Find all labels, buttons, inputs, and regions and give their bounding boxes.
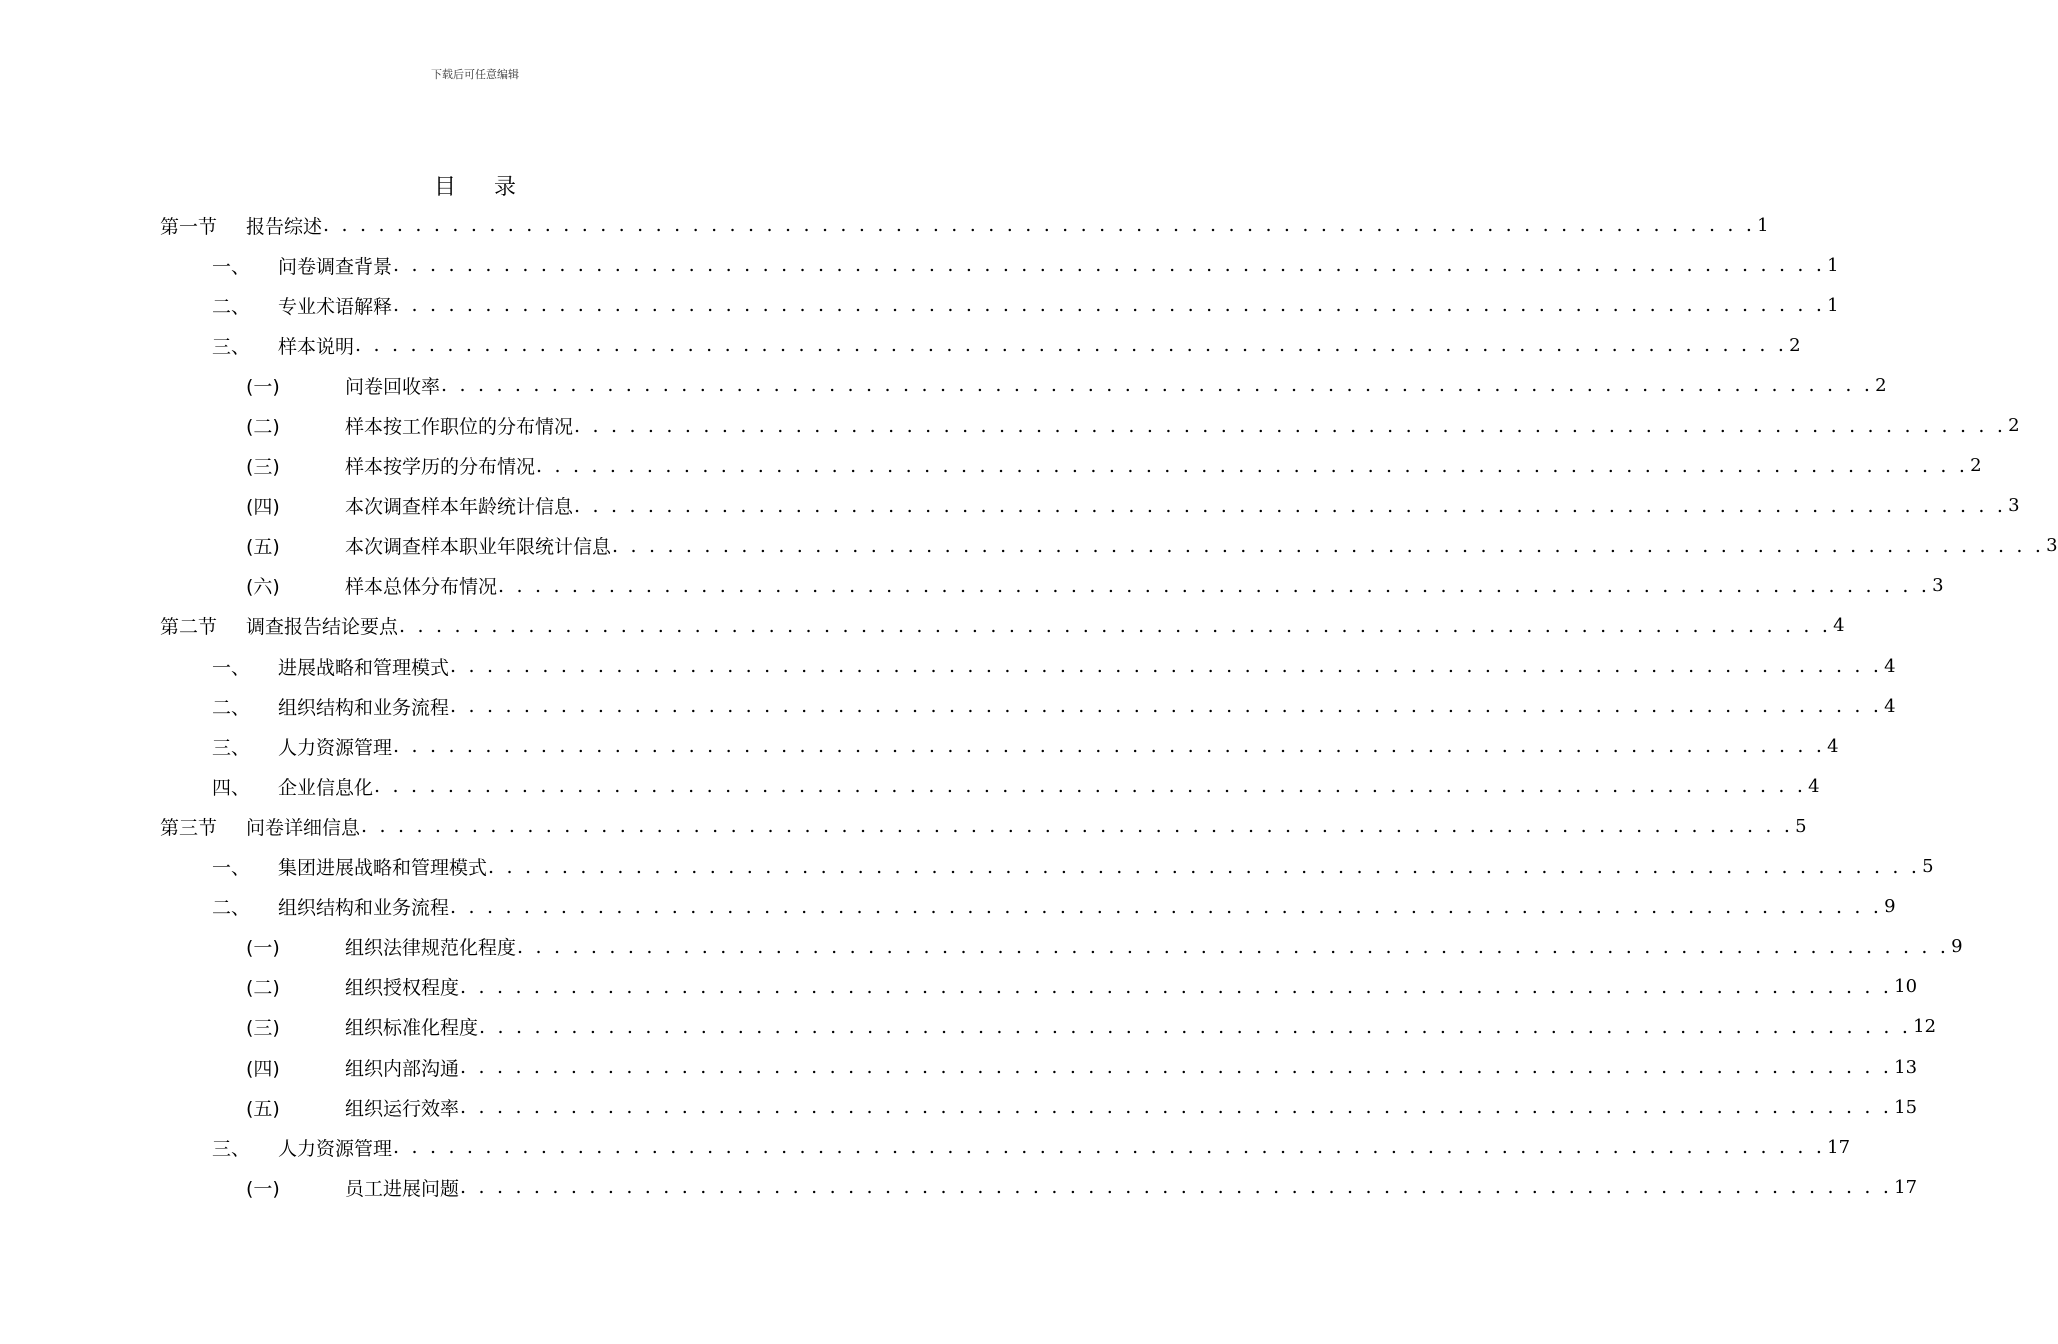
toc-entry-label: 本次调查样本年龄统计信息 [345,496,574,519]
toc-entry-page: 4 [1884,655,1896,677]
toc-entry[interactable] [160,606,1845,646]
toc-entry-label: 组织法律规范化程度 [345,937,517,960]
toc-entry-number: 二、 [212,295,251,318]
toc-entry-page: 4 [1884,695,1896,717]
toc-dot-leader: . . . . . . . . . . . . . . . . . . . . . . . . . . . . . . . . . . . . . . . . . . . . . . . . . . . . . . . . . . . . . . . . . . . . . . . . . . . . . . [323,214,1756,237]
toc-dot-leader: . . . . . . . . . . . . . . . . . . . . . . . . . . . . . . . . . . . . . . . . . . . . . . . . . . . . . . . . . . . . . . . . . . . . . . . . . . . . . . [393,1136,1826,1159]
toc-dot-leader: . . . . . . . . . . . . . . . . . . . . . . . . . . . . . . . . . . . . . . . . . . . . . . . . . . . . . . . . . . . . . . . . . . . . . . . . . . . . . . [498,574,1931,597]
toc-dot-leader: . . . . . . . . . . . . . . . . . . . . . . . . . . . . . . . . . . . . . . . . . . . . . . . . . . . . . . . . . . . . . . . . . . . . . . . . . . . . . . [460,1096,1893,1119]
toc-entry[interactable] [160,927,1963,967]
toc-entry-label: 问卷调查背景 [278,255,393,278]
toc-entry-number: (四) [246,1057,280,1080]
toc-entry[interactable] [160,806,1807,846]
toc-entry-number: (二) [246,977,280,1000]
toc-dot-leader: . . . . . . . . . . . . . . . . . . . . . . . . . . . . . . . . . . . . . . . . . . . . . . . . . . . . . . . . . . . . . . . . . . . . . . . . . . . . . . [450,895,1883,918]
toc-entry-label: 组织结构和业务流程 [278,897,450,920]
toc-entry-label: 企业信息化 [278,776,374,799]
toc-entry-page: 3 [2046,535,2058,557]
toc-dot-leader: . . . . . . . . . . . . . . . . . . . . . . . . . . . . . . . . . . . . . . . . . . . . . . . . . . . . . . . . . . . . . . . . . . . . . . . . . . . . . . [393,294,1826,317]
toc-entry-number: (六) [246,576,280,599]
toc-entry-page: 12 [1913,1016,1937,1038]
toc-dot-leader: . . . . . . . . . . . . . . . . . . . . . . . . . . . . . . . . . . . . . . . . . . . . . . . . . . . . . . . . . . . . . . . . . . . . . . . . . . . . . . [355,334,1788,357]
toc-entry-page: 5 [1795,815,1807,837]
toc-dot-leader: . . . . . . . . . . . . . . . . . . . . . . . . . . . . . . . . . . . . . . . . . . . . . . . . . . . . . . . . . . . . . . . . . . . . . . . . . . . . . . [450,655,1883,678]
toc-entry-page: 2 [2008,415,2020,437]
toc-entry[interactable] [160,566,1944,606]
toc-entry-label: 组织授权程度 [345,977,460,1000]
toc-entry[interactable] [160,686,1896,726]
toc-entry[interactable] [160,646,1896,686]
toc-dot-leader: . . . . . . . . . . . . . . . . . . . . . . . . . . . . . . . . . . . . . . . . . . . . . . . . . . . . . . . . . . . . . . . . . . . . . . . . . . . . . . [441,374,1874,397]
toc-entry-number: 二、 [212,696,251,719]
toc-entry[interactable] [160,1007,1937,1047]
toc-entry-label: 样本按学历的分布情况 [345,456,536,479]
toc-entry-number: 一、 [212,857,251,880]
toc-entry[interactable] [160,1087,1918,1127]
toc-dot-leader: . . . . . . . . . . . . . . . . . . . . . . . . . . . . . . . . . . . . . . . . . . . . . . . . . . . . . . . . . . . . . . . . . . . . . . . . . . . . . . [450,695,1883,718]
toc-entry-label: 样本按工作职位的分布情况 [345,416,574,439]
toc-entry-page: 9 [1884,896,1896,918]
toc-entry-number: 四、 [212,776,251,799]
toc-entry[interactable] [160,285,1839,325]
toc-entry-label: 组织运行效率 [345,1097,460,1120]
toc-dot-leader: . . . . . . . . . . . . . . . . . . . . . . . . . . . . . . . . . . . . . . . . . . . . . . . . . . . . . . . . . . . . . . . . . . . . . . . . . . . . . . [393,735,1826,758]
toc-entry[interactable] [160,967,1918,1007]
toc-entry[interactable] [160,325,1801,365]
toc-entry-label: 专业术语解释 [278,295,393,318]
toc-entry-number: (四) [246,496,280,519]
toc-entry[interactable] [160,847,1934,887]
toc-dot-leader: . . . . . . . . . . . . . . . . . . . . . . . . . . . . . . . . . . . . . . . . . . . . . . . . . . . . . . . . . . . . . . . . . . . . . . . . . . . . . . [361,815,1794,838]
toc-entry-page: 1 [1827,254,1839,276]
toc-entry-number: 三、 [212,1137,251,1160]
toc-entry-page: 3 [1932,575,1944,597]
toc-entry-number: 三、 [212,736,251,759]
toc-entry-label: 问卷详细信息 [246,816,361,839]
toc-entry-page: 4 [1808,775,1820,797]
toc-entry-number: (三) [246,456,280,479]
toc-entry-label: 样本说明 [278,335,355,358]
toc-entry-page: 17 [1827,1136,1851,1158]
toc-dot-leader: . . . . . . . . . . . . . . . . . . . . . . . . . . . . . . . . . . . . . . . . . . . . . . . . . . . . . . . . . . . . . . . . . . . . . . . . . . . . . . [399,614,1832,637]
toc-entry-page: 2 [1875,374,1887,396]
table-of-contents [160,205,2058,1207]
toc-entry[interactable] [160,726,1839,766]
toc-entry[interactable] [160,1167,1918,1207]
toc-entry-label: 人力资源管理 [278,1137,393,1160]
toc-entry-page: 9 [1951,936,1963,958]
toc-entry-label: 进展战略和管理模式 [278,656,450,679]
toc-dot-leader: . . . . . . . . . . . . . . . . . . . . . . . . . . . . . . . . . . . . . . . . . . . . . . . . . . . . . . . . . . . . . . . . . . . . . . . . . . . . . . [460,975,1893,998]
toc-entry-number: 第三节 [160,816,218,839]
toc-entry-number: (一) [246,375,280,398]
toc-dot-leader: . . . . . . . . . . . . . . . . . . . . . . . . . . . . . . . . . . . . . . . . . . . . . . . . . . . . . . . . . . . . . . . . . . . . . . . . . . . . . . [488,855,1921,878]
toc-entry[interactable] [160,526,2058,566]
toc-entry-label: 样本总体分布情况 [345,576,498,599]
toc-dot-leader: . . . . . . . . . . . . . . . . . . . . . . . . . . . . . . . . . . . . . . . . . . . . . . . . . . . . . . . . . . . . . . . . . . . . . . . . . . . . . . [574,494,2007,517]
toc-entry-number: 二、 [212,897,251,920]
toc-entry-label: 人力资源管理 [278,736,393,759]
toc-entry-label: 组织内部沟通 [345,1057,460,1080]
toc-entry-label: 集团进展战略和管理模式 [278,857,488,880]
toc-entry-page: 17 [1894,1176,1918,1198]
toc-entry[interactable] [160,1127,1851,1167]
toc-entry-page: 4 [1827,735,1839,757]
toc-entry-label: 员工进展问题 [345,1177,460,1200]
toc-entry-label: 报告综述 [246,215,323,238]
toc-entry[interactable] [160,1047,1918,1087]
toc-entry[interactable] [160,486,2020,526]
toc-entry-number: 第二节 [160,616,218,639]
toc-entry-number: 三、 [212,335,251,358]
toc-entry[interactable] [160,766,1820,806]
toc-entry-page: 1 [1827,294,1839,316]
toc-entry-number: 一、 [212,255,251,278]
toc-dot-leader: . . . . . . . . . . . . . . . . . . . . . . . . . . . . . . . . . . . . . . . . . . . . . . . . . . . . . . . . . . . . . . . . . . . . . . . . . . . . . . [460,1176,1893,1199]
toc-dot-leader: . . . . . . . . . . . . . . . . . . . . . . . . . . . . . . . . . . . . . . . . . . . . . . . . . . . . . . . . . . . . . . . . . . . . . . . . . . . . . . [536,454,1969,477]
toc-entry-number: (一) [246,937,280,960]
toc-entry[interactable] [160,205,1769,245]
toc-dot-leader: . . . . . . . . . . . . . . . . . . . . . . . . . . . . . . . . . . . . . . . . . . . . . . . . . . . . . . . . . . . . . . . . . . . . . . . . . . . . . . [393,254,1826,277]
toc-entry[interactable] [160,405,2020,445]
toc-entry-page: 2 [1970,455,1982,477]
toc-dot-leader: . . . . . . . . . . . . . . . . . . . . . . . . . . . . . . . . . . . . . . . . . . . . . . . . . . . . . . . . . . . . . . . . . . . . . . . . . . . . . . [479,1015,1912,1038]
toc-entry-page: 3 [2008,495,2020,517]
toc-entry-number: (一) [246,1177,280,1200]
toc-entry-number: (五) [246,536,280,559]
toc-dot-leader: . . . . . . . . . . . . . . . . . . . . . . . . . . . . . . . . . . . . . . . . . . . . . . . . . . . . . . . . . . . . . . . . . . . . . . . . . . . . . . [612,534,2045,557]
toc-entry[interactable] [160,245,1839,285]
toc-dot-leader: . . . . . . . . . . . . . . . . . . . . . . . . . . . . . . . . . . . . . . . . . . . . . . . . . . . . . . . . . . . . . . . . . . . . . . . . . . . . . . [574,414,2007,437]
toc-entry-label: 本次调查样本职业年限统计信息 [345,536,612,559]
toc-entry-label: 调查报告结论要点 [246,616,399,639]
toc-entry-page: 2 [1789,334,1801,356]
toc-title: 目录 [433,175,554,200]
toc-entry-page: 5 [1922,856,1934,878]
toc-entry-number: (二) [246,416,280,439]
toc-entry-label: 组织结构和业务流程 [278,696,450,719]
toc-entry-number: 第一节 [160,215,218,238]
header-note: 下载后可任意编辑 [431,68,519,81]
toc-entry-page: 15 [1894,1096,1918,1118]
toc-entry-label: 组织标准化程度 [345,1017,479,1040]
toc-dot-leader: . . . . . . . . . . . . . . . . . . . . . . . . . . . . . . . . . . . . . . . . . . . . . . . . . . . . . . . . . . . . . . . . . . . . . . . . . . . . . . [374,775,1807,798]
toc-entry[interactable] [160,446,1982,486]
toc-entry-number: 一、 [212,656,251,679]
toc-entry-page: 1 [1757,214,1769,236]
toc-entry-label: 问卷回收率 [345,375,441,398]
toc-dot-leader: . . . . . . . . . . . . . . . . . . . . . . . . . . . . . . . . . . . . . . . . . . . . . . . . . . . . . . . . . . . . . . . . . . . . . . . . . . . . . . [460,1056,1893,1079]
toc-entry-number: (五) [246,1097,280,1120]
toc-entry-number: (三) [246,1017,280,1040]
toc-entry[interactable] [160,365,1887,405]
toc-entry-page: 13 [1894,1056,1918,1078]
toc-dot-leader: . . . . . . . . . . . . . . . . . . . . . . . . . . . . . . . . . . . . . . . . . . . . . . . . . . . . . . . . . . . . . . . . . . . . . . . . . . . . . . [517,935,1950,958]
toc-entry-page: 10 [1894,976,1918,998]
toc-entry-page: 4 [1833,615,1845,637]
toc-entry[interactable] [160,887,1896,927]
